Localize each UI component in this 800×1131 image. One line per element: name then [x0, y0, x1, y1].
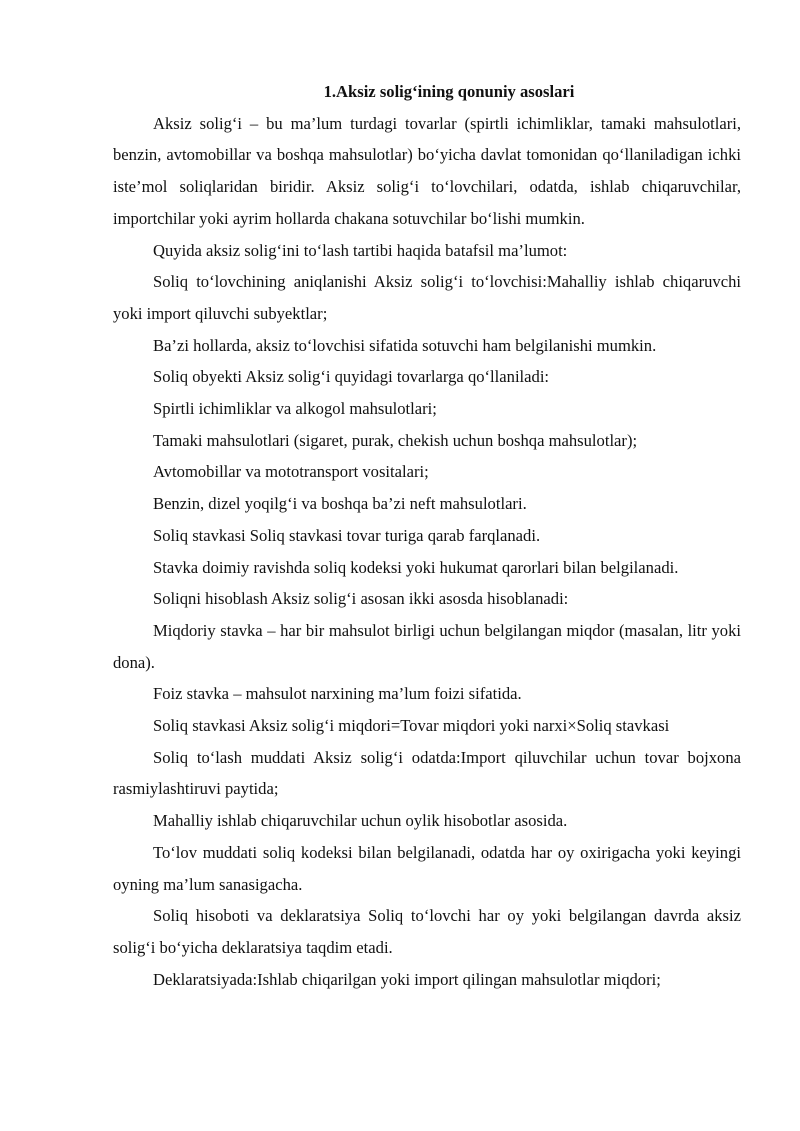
paragraph-declaration: Soliq hisoboti va deklaratsiya Soliq to‘lovchi har oy yoki belgilangan davrda aksiz solig‘i bo‘yicha deklaratsiya taqdim etadi. [113, 906, 741, 957]
paragraph-payment-deadline: To‘lov muddati soliq kodeksi bilan belgilanadi, odatda har oy oxirigacha yoki keyingi oyning ma’lum sanasigacha. [113, 842, 741, 894]
paragraph-tax-object: Soliq obyekti Aksiz solig‘i quyidagi tovarlarga qo‘llaniladi: [153, 367, 550, 387]
list-item-fuel: Benzin, dizel yoqilg‘i va boshqa ba’zi neft mahsulotlari. [153, 494, 527, 514]
document-page [113, 76, 741, 995]
paragraph-quantity-rate: Miqdoriy stavka – har bir mahsulot birligi uchun belgilangan miqdor (masalan, litr yoki dona). [113, 620, 741, 672]
paragraph-percent-rate: Foiz stavka – mahsulot narxining ma’lum foizi sifatida. [153, 684, 522, 704]
paragraph-declaration-contents: Deklaratsiyada:Ishlab chiqarilgan yoki import qilingan mahsulotlar miqdori; [153, 969, 661, 989]
paragraph-calculation: Soliqni hisoblash Aksiz solig‘i asosan ikki asosda hisoblanadi: [153, 589, 569, 609]
paragraph-intro: Quyida aksiz solig‘ini to‘lash tartibi haqida batafsil ma’lumot: [153, 240, 568, 260]
list-item-tobacco: Tamaki mahsulotlari (sigaret, purak, chekish uchun boshqa mahsulotlar); [153, 430, 638, 450]
paragraph-aksiz-definition: Aksiz solig‘i – bu ma’lum turdagi tovarlar (spirtli ichimliklar, tamaki mahsulotlari, benzin, avtomobillar va boshqa mahsulotlar) bo‘yicha davlat tomonidan qo‘llaniladigan ichki iste’mol soliqlaridan biridir. Aksiz solig‘i to‘lovchilari, odatda, ishlab chiqaruvchilar, importchilar yoki ayrim hollarda chakana sotuvchilar bo‘lishi mumkin. [113, 113, 741, 228]
paragraph-taxpayer: Soliq to‘lovchining aniqlanishi Aksiz solig‘i to‘lovchisi:Mahalliy ishlab chiqaruvchi yoki import qiluvchi subyektlar; [113, 272, 741, 323]
document-title: 1.Aksiz solig‘ining qonuniy asoslari [323, 82, 575, 101]
list-item-alcohol: Spirtli ichimliklar va alkogol mahsulotlari; [153, 399, 437, 419]
list-item-vehicles: Avtomobillar va mototransport vositalari; [153, 462, 429, 482]
paragraph-tax-rate: Soliq stavkasi Soliq stavkasi tovar turiga qarab farqlanadi. [153, 525, 541, 545]
paragraph-payment-term: Soliq to‘lash muddati Aksiz solig‘i odatda:Import qiluvchilar uchun tovar bojxona rasmiylashtiruvi paytida; [113, 747, 741, 799]
paragraph-rate-set: Stavka doimiy ravishda soliq kodeksi yoki hukumat qarorlari bilan belgilanadi. [153, 557, 679, 577]
paragraph-seller: Ba’zi hollarda, aksiz to‘lovchisi sifatida sotuvchi ham belgilanishi mumkin. [153, 335, 657, 355]
paragraph-local-producers: Mahalliy ishlab chiqaruvchilar uchun oylik hisobotlar asosida. [153, 811, 568, 831]
paragraph-formula: Soliq stavkasi Aksiz solig‘i miqdori=Tovar miqdori yoki narxi×Soliq stavkasi [153, 716, 670, 736]
